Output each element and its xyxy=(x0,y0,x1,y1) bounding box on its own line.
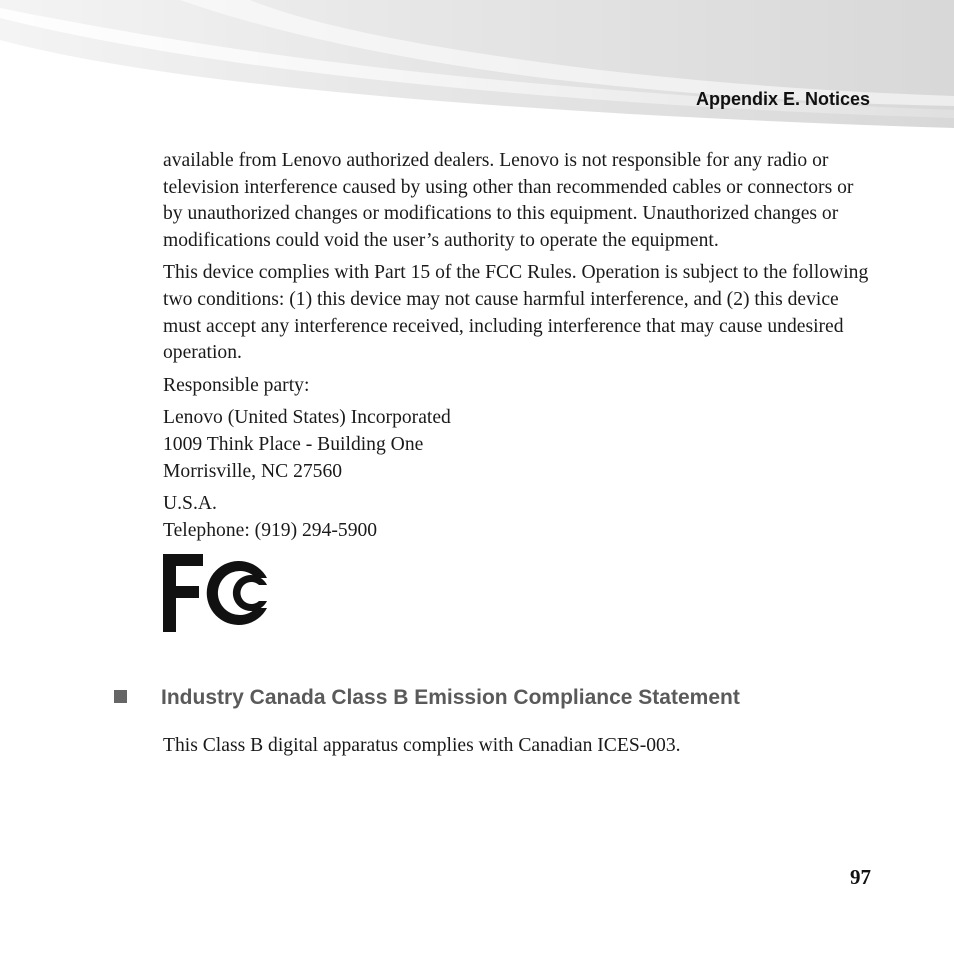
header-swoosh-decoration xyxy=(0,0,954,140)
country-line: U.S.A. xyxy=(163,493,217,515)
address-block xyxy=(163,405,873,485)
contact-block xyxy=(163,491,873,544)
address-line: 1009 Think Place - Building One xyxy=(163,433,424,455)
fcc-logo xyxy=(163,552,271,634)
running-head: Appendix E. Notices xyxy=(695,89,870,109)
square-bullet-icon xyxy=(114,690,127,703)
ices-statement: This Class B digital apparatus complies with Canadian ICES-003. xyxy=(163,735,681,756)
page-number: 97 xyxy=(850,865,871,889)
main-content xyxy=(163,148,873,634)
address-line: Lenovo (United States) Incorporated xyxy=(163,407,451,429)
telephone-line: Telephone: (919) 294-5900 xyxy=(163,519,378,541)
section-heading-text: Industry Canada Class B Emission Compliance Statement xyxy=(161,686,740,709)
address-line: Morrisville, NC 27560 xyxy=(163,460,343,482)
body-paragraph: available from Lenovo authorized dealers. Lenovo is not responsible for any radio or television interference caused by using other than recommended cables or connectors or by unauthorized changes or modifications to this equipment. Unauthorized changes or modifications could void the user’s authority to operate the equipment. xyxy=(163,150,854,251)
body-paragraph: This device complies with Part 15 of the FCC Rules. Operation is subject to the following two conditions: (1) this device may not cause harmful interference, and (2) this device must accept any interference received, including interference that may cause undesired operation. xyxy=(163,262,869,364)
responsible-party-label: Responsible party: xyxy=(163,374,310,396)
section-heading xyxy=(114,686,894,710)
